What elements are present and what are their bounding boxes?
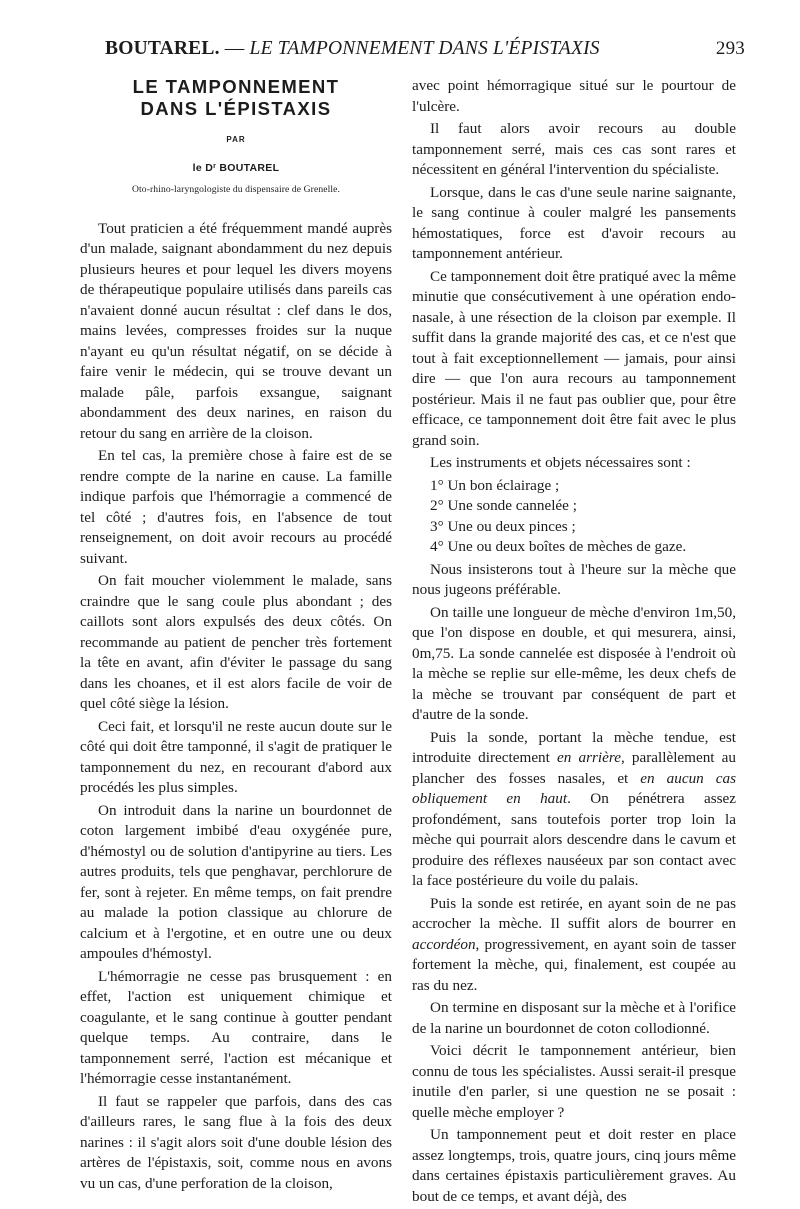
text-run: , progressivement, en ayant soin de tasser fortement la mèche, qui, finalement, est coupée au ras du nez. — [412, 935, 736, 994]
running-head — [105, 36, 745, 62]
paragraph: Un tamponnement peut et doit rester en place assez longtemps, trois, quatre jours, cinq jours même dans certaines épistaxis particulièrement graves. Au bout de ce temps, et avant déjà, des — [412, 1126, 736, 1205]
left-column — [80, 76, 392, 1196]
text-run: , parallèlement au plancher des fosses nasales, et — [412, 749, 736, 787]
list-item: 2° Une sonde cannelée ; — [430, 497, 577, 514]
paragraph: Il faut alors avoir recours au double tamponnement serré, mais ces cas sont rares et nécessitent en général l'intervention du spécialiste. — [412, 120, 736, 178]
paragraph: On introduit dans la narine un bourdonnet de coton largement imbibé d'eau oxygénée pure, d'hémostyl ou de solution d'antipyrine au tiers. Les autres produits, tels que penghavar, perchlorure de fer, sont à rejeter. En même temps, on fait prendre au malade la potion classique au chlorure de calcium et à l'ergotine, et en outre une ou deux ampoules d'hémostyl. — [80, 801, 392, 962]
paragraph: L'hémorragie ne cesse pas brusquement : en effet, l'action est uniquement chimique et coagulante, et le sang continue à goutter pendant quelque temps. Au contraire, dans le tamponnement serré, l'action est mécanique et l'hémorragie cesse instantanément. — [80, 967, 392, 1087]
byline-author — [80, 157, 392, 179]
paragraph: Tout praticien a été fréquemment mandé auprès d'un malade, saignant abondamment du nez depuis plusieurs heures et pour lequel les divers moyens de thérapeutique populaire utilisés dans pareils cas n'avaient donné aucun résultat : clef dans le dos, mains levées, compresses froides sur la nuque n'ayant eu qu'un résultat négatif, on se décide à faire venir le médecin, qui se trouve devant un malade pâle, parfois exsangue, saignant abondamment des deux narines, en raison du retour du sang en arrière de la cloison. — [80, 219, 392, 442]
paragraph: On termine en disposant sur la mèche et à l'orifice de la narine un bourdonnet de coton collodionné. — [412, 999, 736, 1037]
running-head-title: LE TAMPONNEMENT DANS L'ÉPISTAXIS — [249, 38, 600, 59]
list-item: 1° Un bon éclairage ; — [430, 476, 560, 494]
author-prefix: le D — [192, 161, 214, 174]
author-prefix-sup: r — [213, 162, 217, 170]
author-name: BOUTAREL — [219, 161, 280, 174]
paragraph — [412, 894, 736, 997]
article-title-line-2: DANS L'ÉPISTAXIS — [140, 98, 332, 119]
paragraph: Nous insisterons tout à l'heure sur la mèche que nous jugeons préférable. — [412, 560, 736, 598]
list-item: 4° Une ou deux boîtes de mèches de gaze. — [430, 538, 687, 555]
paragraph: Lorsque, dans le cas d'une seule narine saignante, le sang continue à couler malgré les pansements hémostatiques, force est d'avoir recours au tamponnement antérieur. — [412, 183, 736, 262]
running-head-separator: — — [224, 38, 245, 59]
text-run: Puis la sonde, portant la mèche tendue, est introduite directement — [412, 728, 736, 766]
paragraph: Il faut se rappeler que parfois, dans des cas d'ailleurs rares, le sang flue à la fois des deux narines : il s'agit alors soit d'une double lésion des artères de l'épistaxis, soit, comme nous en avons vu un cas, d'une perforation de la cloison, — [80, 1092, 392, 1192]
right-column — [412, 76, 736, 1209]
emphasis: accordéon — [412, 935, 476, 953]
paragraph — [412, 728, 736, 892]
text-run: . On pénétrera assez profondément, sans toutefois porter trop loin la mèche qui pourrait alors descendre dans le cavum et produire des réflexes nauséeux par son contact avec la face postérieure du voile du palais. — [412, 790, 736, 889]
article-title-line-1: LE TAMPONNEMENT — [132, 76, 340, 97]
running-head-author: BOUTAREL. — [105, 38, 220, 59]
page-number: 293 — [715, 38, 745, 59]
paragraph: Ceci fait, et lorsqu'il ne reste aucun doute sur le côté qui doit être tamponné, il s'agit de pratiquer le tamponnement du nez, en recourant d'abord aux procédés les plus simples. — [80, 717, 392, 796]
paragraph: Ce tamponnement doit être pratiqué avec la même minutie que consécutivement à une opération endo-nasale, à une résection de la cloison par exemple. Il suffit dans la grande majorité des cas, et ce n'est que tout à fait exceptionnellement — jamais, pour ainsi dire — que l'on aura recours au tamponnement postérieur. Mais il ne faut pas oublier que, pour être efficace, ce tamponnement doit être fait avec le plus grand soin. — [412, 267, 736, 449]
paragraph: On taille une longueur de mèche d'environ 1m,50, que l'on dispose en double, et qui mesurera, ainsi, 0m,75. La sonde cannelée est disposée à l'endroit où la mèche se replie sur elle-même, les deux chefs de la mèche se trouvant par conséquent de part et d'autre de la sonde. — [412, 603, 736, 723]
paragraph: En tel cas, la première chose à faire est de se rendre compte de la narine en cause. La famille indique parfois que l'hémorragie a commencé de tel côté ; d'autres fois, en l'absence de tout renseignement, on doit avoir recours au procédé suivant. — [80, 447, 392, 567]
paragraph: Les instruments et objets nécessaires sont : — [430, 454, 691, 471]
author-affiliation: Oto-rhino-laryngologiste du dispensaire de Grenelle. — [132, 184, 340, 195]
paragraph: avec point hémorragique situé sur le pourtour de l'ulcère. — [412, 77, 736, 115]
byline-par: PAR — [226, 135, 246, 144]
paragraph: On fait moucher violemment le malade, sans craindre que le sang coule plus abondant ; des caillots sont alors expulsés des deux côtés. On recommande au patient de pencher très fortement la tête en avant, afin d'éviter le passage du sang dans les choanes, et il est alors facile de voir de quel côté siège la lésion. — [80, 572, 392, 712]
emphasis: en arrière — [557, 749, 621, 766]
emphasis: en aucun cas obliquement en haut — [412, 769, 737, 807]
article-title — [80, 76, 392, 120]
paragraph: Voici décrit le tamponnement antérieur, bien connu de tous les spécialistes. Aussi serait-il presque inutile d'en parler, si une question ne se posait : quelle mèche employer ? — [412, 1042, 736, 1121]
text-run: Puis la sonde est retirée, en ayant soin de ne pas accrocher la mèche. Il suffit alors de bourrer en — [412, 894, 736, 932]
list-item: 3° Une ou deux pinces ; — [430, 517, 576, 535]
